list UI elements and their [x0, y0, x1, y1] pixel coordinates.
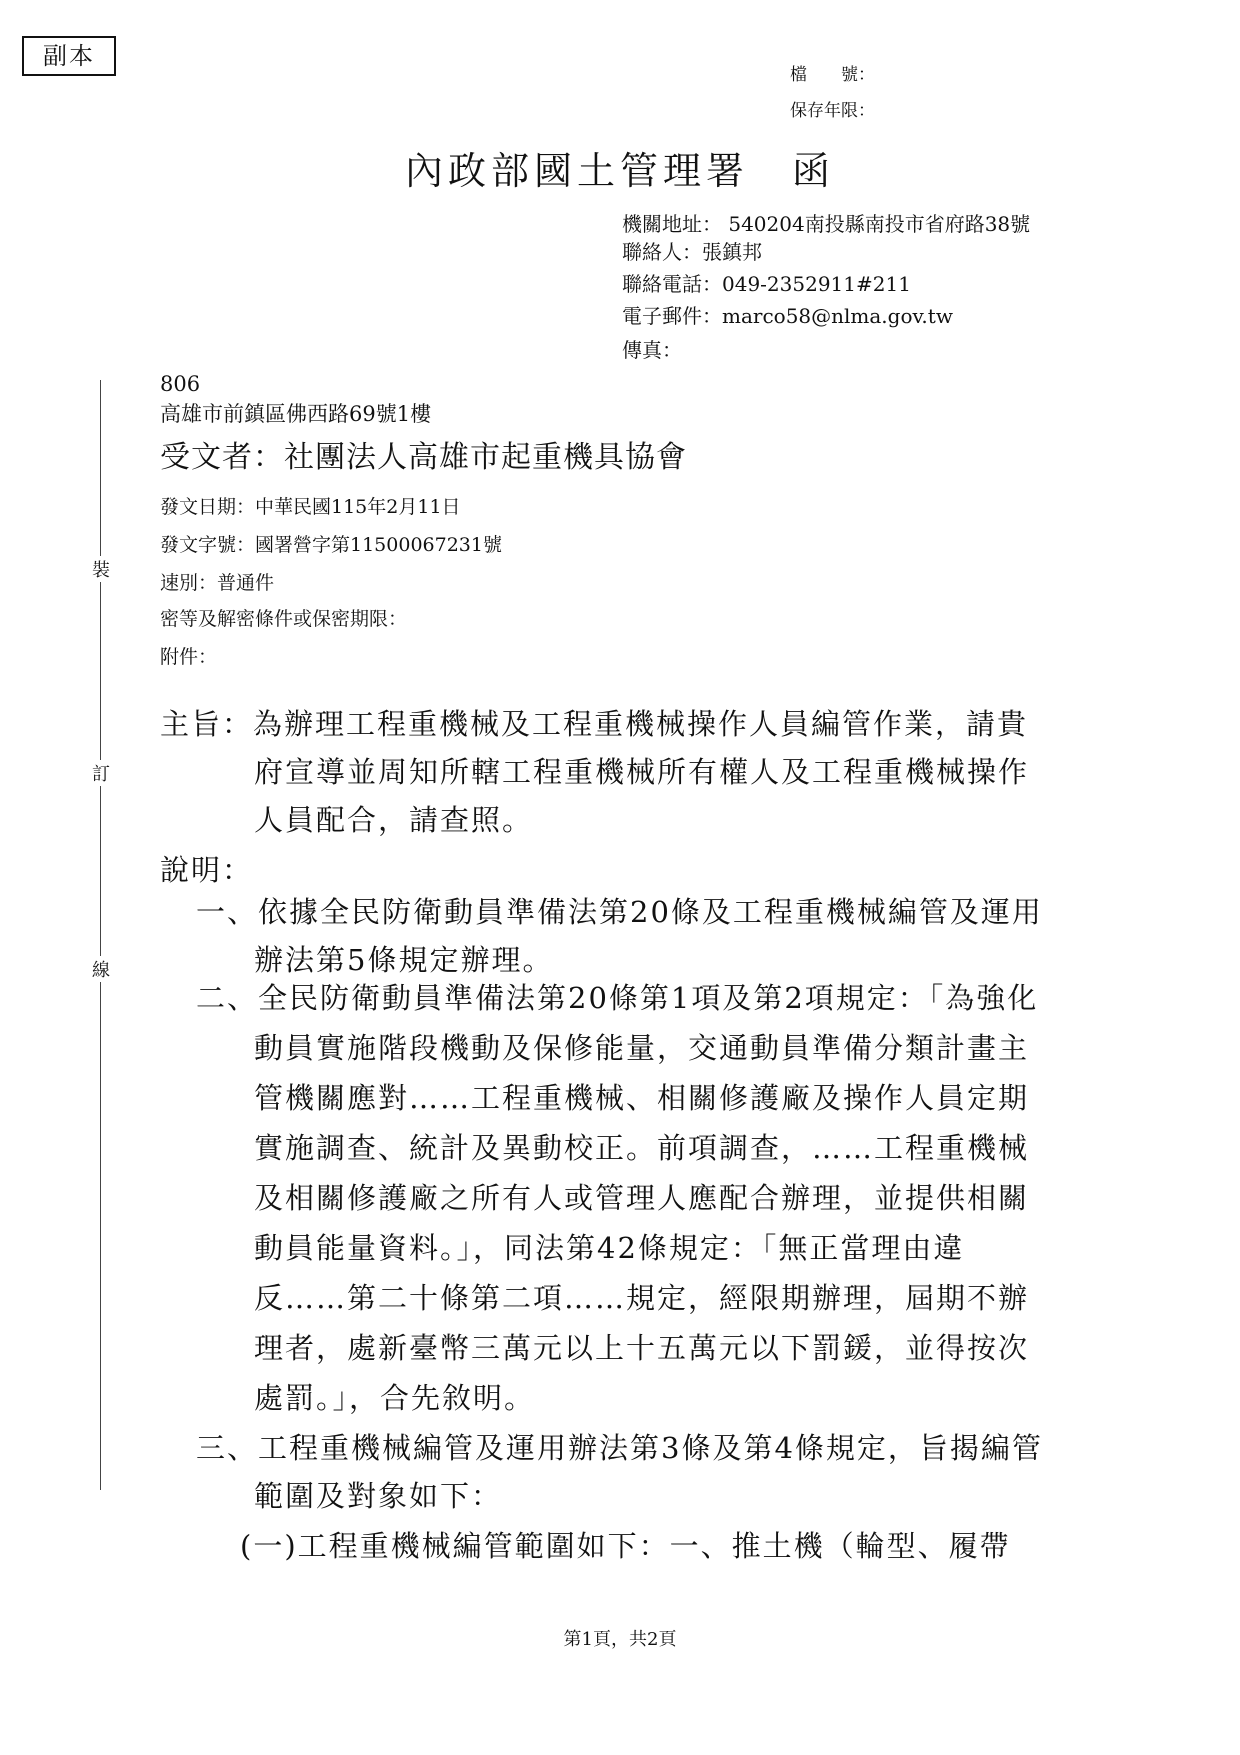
binding-line [100, 380, 101, 1490]
contact-fax: 傳真： [622, 338, 682, 362]
recipient-address: 高雄市前鎮區佛西路69號1樓 [160, 402, 432, 426]
explanation-item-2-line-3: 管機關應對……工程重機械、相關修護廠及操作人員定期 [254, 1081, 1030, 1115]
explanation-item-2-line-1: 二、全民防衛動員準備法第20條第1項及第2項規定：「為強化 [196, 981, 1039, 1015]
document-number: 發文字號：國署營字第11500067231號 [160, 534, 502, 556]
copy-stamp: 副本 [22, 36, 116, 76]
subject-line-1: 主旨：為辦理工程重機械及工程重機械操作人員編管作業，請貴 [160, 707, 1029, 741]
explanation-item-2-line-7: 反……第二十條第二項……規定，經限期辦理，屆期不辦 [254, 1281, 1030, 1315]
binding-mark-xian: 線 [90, 956, 112, 982]
contact-person: 聯絡人：張鎮邦 [622, 240, 762, 264]
explanation-item-2-line-4: 實施調查、統計及異動校正。前項調查，……工程重機械 [254, 1131, 1030, 1165]
explanation-item-1-line-2: 辦法第5條規定辦理。 [254, 943, 554, 977]
agency-address: 機關地址： 540204南投縣南投市省府路38號 [622, 212, 1031, 236]
delivery-speed: 速別：普通件 [160, 572, 275, 594]
retention-period-label: 保存年限： [790, 101, 875, 121]
explanation-item-3-sub-1: (一)工程重機械編管範圍如下：一、推土機（輪型、履帶 [240, 1529, 1011, 1563]
attachments: 附件： [160, 646, 218, 668]
explanation-item-3-line-1: 三、工程重機械編管及運用辦法第3條及第4條規定，旨揭編管 [196, 1431, 1043, 1465]
explanation-item-2-line-6: 動員能量資料。」，同法第42條規定：「無正當理由違 [254, 1231, 965, 1265]
contact-email: 電子郵件：marco58@nlma.gov.tw [622, 304, 953, 328]
explanation-item-2-line-8: 理者，處新臺幣三萬元以上十五萬元以下罰鍰，並得按次 [254, 1331, 1030, 1365]
secrecy-level: 密等及解密條件或保密期限： [160, 608, 408, 630]
contact-phone: 聯絡電話：049-2352911#211 [622, 272, 911, 296]
document-title: 內政部國土管理署 函 [404, 149, 835, 193]
binding-mark-ding: 訂 [90, 760, 112, 786]
explanation-item-1-line-1: 一、依據全民防衛動員準備法第20條及工程重機械編管及運用 [196, 895, 1043, 929]
explanation-item-3-line-2: 範圍及對象如下： [254, 1479, 503, 1513]
issue-date: 發文日期：中華民國115年2月11日 [160, 496, 461, 518]
subject-line-2: 府宣導並周知所轄工程重機械所有權人及工程重機械操作 [254, 755, 1030, 789]
explanation-heading: 說明： [160, 853, 254, 887]
explanation-item-2-line-5: 及相關修護廠之所有人或管理人應配合辦理，並提供相關 [254, 1181, 1030, 1215]
explanation-item-2-line-2: 動員實施階段機動及保修能量，交通動員準備分類計畫主 [254, 1031, 1030, 1065]
subject-line-3: 人員配合，請查照。 [254, 803, 534, 837]
recipient-postal-code: 806 [160, 372, 201, 396]
page-number: 第1頁，共2頁 [563, 1629, 677, 1650]
file-number-label: 檔 號： [790, 65, 875, 85]
recipient: 受文者：社團法人高雄市起重機具協會 [160, 440, 687, 475]
explanation-item-2-line-9: 處罰。」，合先敘明。 [254, 1381, 536, 1415]
binding-mark-zhuang: 裝 [90, 556, 112, 582]
